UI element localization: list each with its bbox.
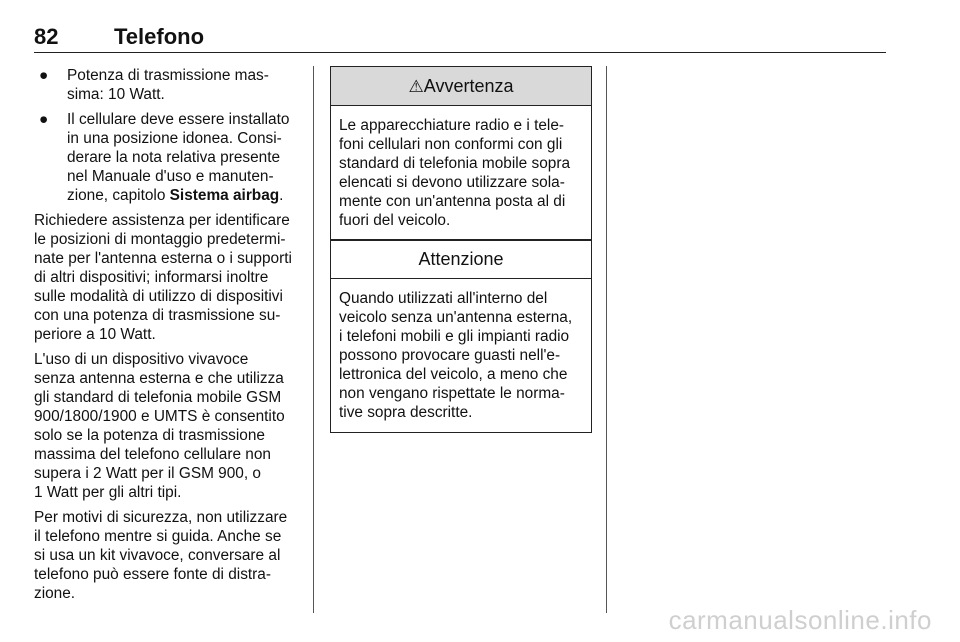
paragraph: Per motivi di sicurezza, non utilizzare il telefono mentre si guida. Anche se si usa un kit vivavoce, conversare al telefono può essere fonte di distra- zione. (34, 509, 288, 602)
page-title: Telefono (114, 24, 205, 49)
bullet-item (34, 66, 302, 104)
column-divider (313, 66, 314, 613)
bullet-text-main: Il cellulare deve essere installato in una posizione idonea. Consi- derare la nota relativa presente nel Manuale d'uso e manuten- zione, capitolo (67, 111, 290, 204)
bullet-dot: ● (39, 111, 49, 128)
column-divider (606, 66, 607, 613)
bullet-text: Potenza di trasmissione mas- sima: 10 Watt. (67, 67, 269, 103)
caution-text: Quando utilizzati all'interno del veicolo senza un'antenna esterna, i telefoni mobili e gli impianti radio possono provocare guasti nell'e- lettronica del veicolo, a meno che non vengano rispettate le norma- tive sopra descritte. (339, 290, 573, 421)
warning-title: Avvertenza (423, 76, 514, 96)
bullet-dot: ● (39, 67, 49, 84)
bullet-text (67, 111, 289, 204)
crossref-link[interactable]: Sistema airbag (169, 187, 280, 204)
bullet-text-end: . (279, 187, 284, 204)
bullet-item (34, 110, 302, 205)
warning-header (331, 67, 591, 106)
caution-header: Attenzione (331, 240, 591, 279)
main-text-column (34, 66, 302, 609)
warning-triangle-icon: ⚠ (408, 77, 424, 96)
paragraph: L'uso di un dispositivo vivavoce senza antenna esterna e che utilizza gli standard di telefonia mobile GSM 900/1800/1900 e UMTS è consentito solo se la potenza di trasmissione massima del telefono cellulare non supera i 2 Watt per il GSM 900, o 1 Watt per gli altri tipi. (34, 351, 285, 501)
caution-box (330, 239, 592, 433)
watermark: carmanualsonline.info (668, 605, 932, 635)
page-header (34, 24, 886, 53)
warning-text: Le apparecchiature radio e i tele- foni cellulari non conformi con gli standard di telefonia mobile sopra elencati si devono utilizzare sola- mente con un'antenna posta al di fuori del veicolo. (339, 117, 571, 229)
warning-box (330, 66, 592, 241)
page-number: 82 (34, 24, 59, 49)
paragraph: Richiedere assistenza per identificare le posizioni di montaggio predetermi- nate per l'antenna esterna o i supporti di altri dispositivi; informarsi inoltre sulle modalità di utilizzo di dispositivi con una potenza di trasmissione su- periore a 10 Watt. (34, 212, 292, 343)
